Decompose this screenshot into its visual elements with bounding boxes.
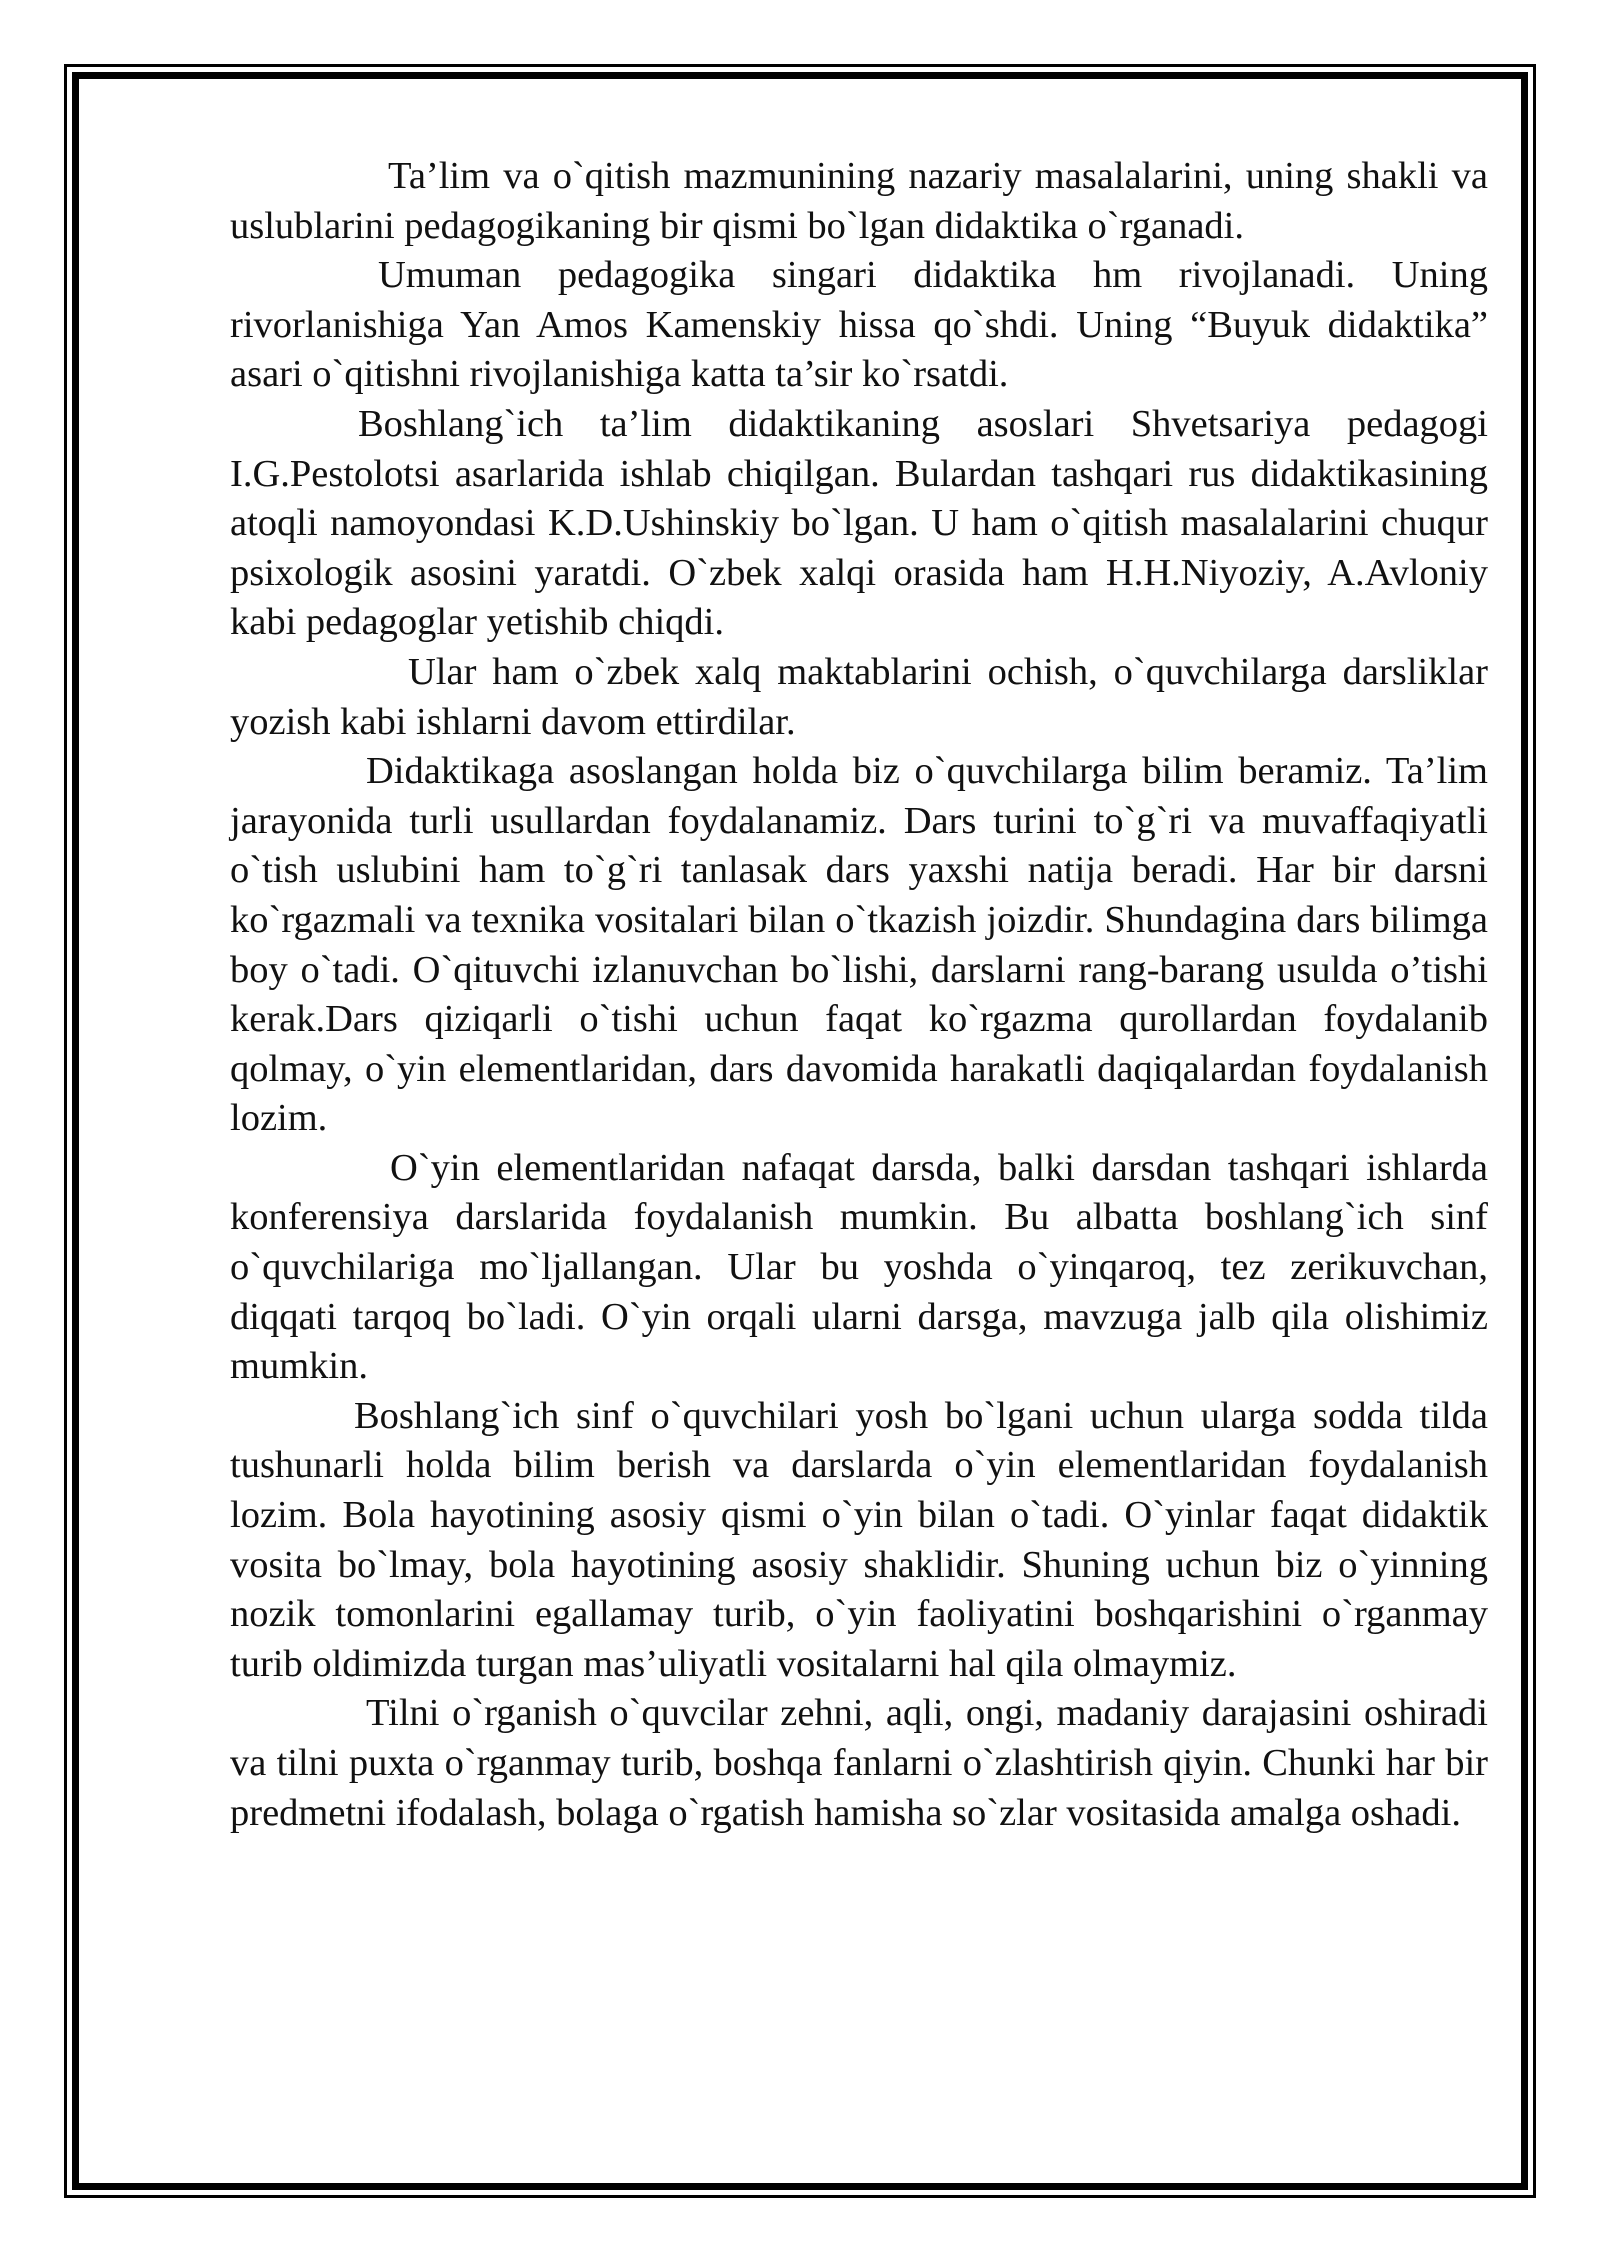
document-body xyxy=(230,152,1488,1838)
paragraph-3: Boshlang`ich ta’lim didaktikaning asoslari Shvetsariya pedagogi I.G.Pestolotsi asarlarida ishlab chiqilgan. Bulardan tashqari rus didaktikasining atoqli namoyondasi K.D.Ushinskiy bo`lgan. U ham o`qitish masalalarini chuqur psixologik asosini yaratdi. O`zbek xalqi orasida ham H.H.Niyoziy, A.Avloniy kabi pedagoglar yetishib chiqdi. xyxy=(230,402,1488,644)
paragraph-7: Boshlang`ich sinf o`quvchilari yosh bo`lgani uchun ularga sodda tilda tushunarli holda bilim berish va darslarda o`yin elementlaridan foydalanish lozim. Bola hayotining asosiy qismi o`yin bilan o`tadi. O`yinlar faqat didaktik vosita bo`lmay, bola hayotining asosiy shaklidir. Shuning uchun biz o`yinning nozik tomonlarini egallamay turib, o`yin faoliyatini boshqarishini o`rganmay turib oldimizda turgan mas’uliyatli vositalarni hal qila olmaymiz. xyxy=(230,1394,1488,1685)
paragraph-1: Ta’lim va o`qitish mazmunining nazariy masalalarini, uning shakli va uslublarini pedagogikaning bir qismi bo`lgan didaktika o`rganadi. xyxy=(230,155,1488,247)
paragraph-4: Ular ham o`zbek xalq maktablarini ochish, o`quvchilarga darsliklar yozish kabi ishlarni davom ettirdilar. xyxy=(230,650,1488,743)
paragraph-8: Tilni o`rganish o`quvcilar zehni, aqli, ongi, madaniy darajasini oshiradi va tilni puxta o`rganmay turib, boshqa fanlarni o`zlashtirish qiyin. Chunki har bir predmetni ifodalash, bolaga o`rgatish hamisha so`zlar vositasida amalga oshadi. xyxy=(230,1692,1488,1834)
paragraph-2: Umuman pedagogika singari didaktika hm rivojlanadi. Uning rivorlanishiga Yan Amos Kamenskiy hissa qo`shdi. Uning “Buyuk didaktika” asari o`qitishni rivojlanishiga katta ta’sir ko`rsatdi. xyxy=(230,254,1488,396)
paragraph-5: Didaktikaga asoslangan holda biz o`quvchilarga bilim beramiz. Ta’lim jarayonida turli usullardan foydalanamiz. Dars turini to`g`ri va muvaffaqiyatli o`tish uslubini ham to`g`ri tanlasak dars yaxshi natija beradi. Har bir darsni ko`rgazmali va texnika vositalari bilan o`tkazish joizdir. Shundagina dars bilimga boy o`tadi. O`qituvchi izlanuvchan bo`lishi, darslarni rang-barang usulda o’tishi kerak.Dars qiziqarli o`tishi uchun faqat ko`rgazma qurollardan foydalanib qolmay, o`yin elementlaridan, dars davomida harakatli daqiqalardan foydalanish lozim. xyxy=(230,750,1488,1140)
paragraph-6: O`yin elementlaridan nafaqat darsda, balki darsdan tashqari ishlarda konferensiya darslarida foydalanish mumkin. Bu albatta boshlang`ich sinf o`quvchilariga mo`ljallangan. Ular bu yoshda o`yinqaroq, tez zerikuvchan, diqqati tarqoq bo`ladi. O`yin orqali ularni darsga, mavzuga jalb qila olishimiz mumkin. xyxy=(230,1146,1488,1388)
